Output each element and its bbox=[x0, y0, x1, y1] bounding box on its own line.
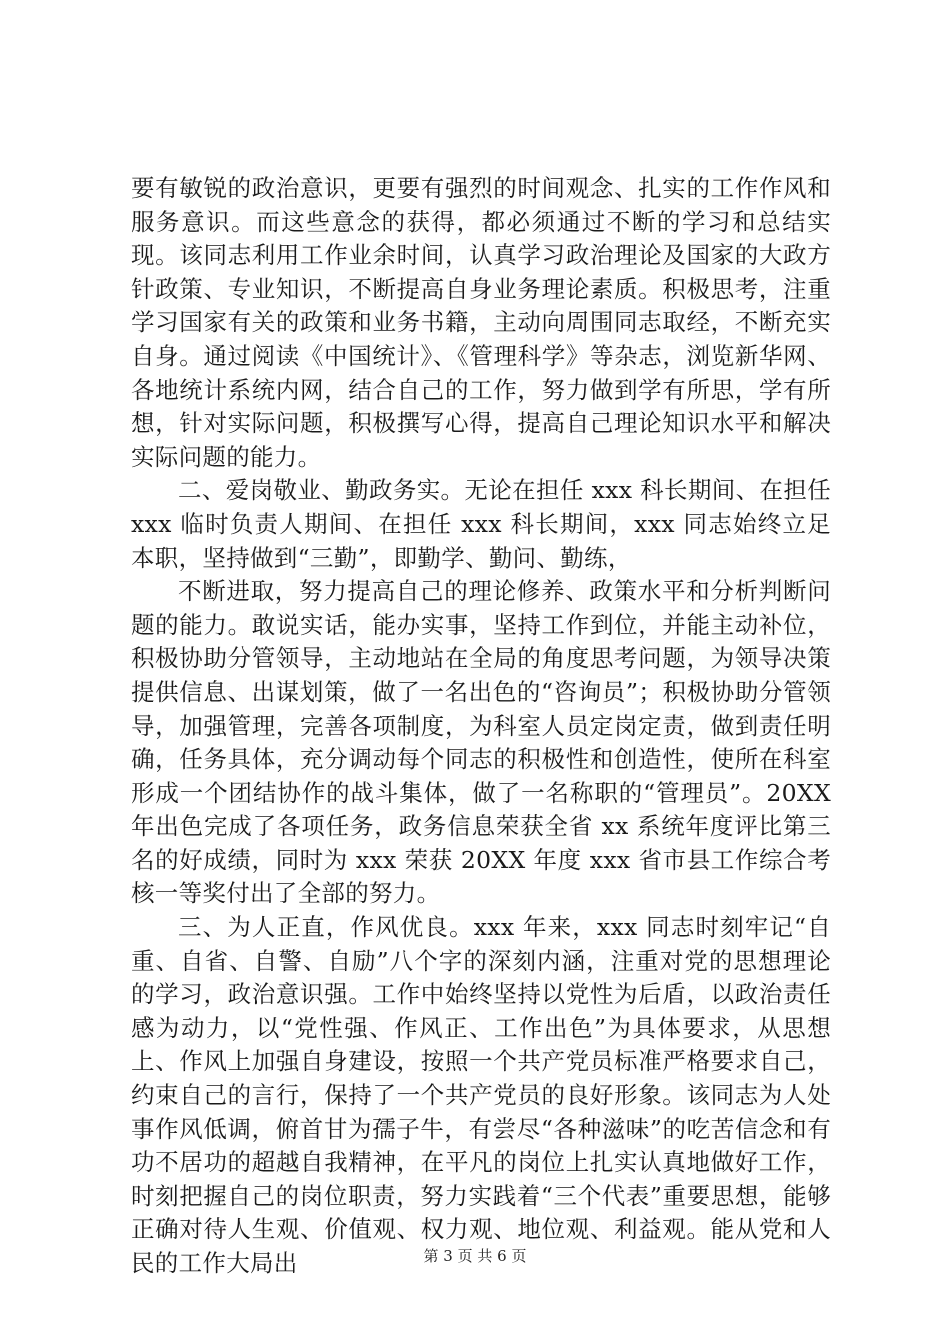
paragraph-2: 二、爱岗敬业、勤政务实。无论在担任 xxx 科长期间、在担任 xxx 临时负责人期间、在担任 xxx 科长期间，xxx 同志始终立足本职，坚持做到“三勤”，即勤学、勤问、勤练， bbox=[131, 476, 831, 572]
paragraph-1: 要有敏锐的政治意识，更要有强烈的时间观念、扎实的工作作风和服务意识。而这些意念的获得，都必须通过不断的学习和总结实现。该同志利用工作业余时间，认真学习政治理论及国家的大政方针政策、专业知识，不断提高自身业务理论素质。积极思考，注重学习国家有关的政策和业务书籍，主动向周围同志取经，不断充实自身。通过阅读《中国统计》、《管理科学》等杂志，浏览新华网、各地统计系统内网，结合自己的工作，努力做到学有所思，学有所想，针对实际问题，积极撰写心得，提高自己理论知识水平和解决实际问题的能力。 bbox=[131, 174, 831, 471]
paragraph-4: 三、为人正直，作风优良。xxx 年来，xxx 同志时刻牢记“自重、自省、自警、自励”八个字的深刻内涵，注重对党的思想理论的学习，政治意识强。工作中始终坚持以党性为后盾，以政治责任感为动力，以“党性强、作风正、工作出色”为具体要求，从思想上、作风上加强自身建设，按照一个共产党员标准严格要求自己，约束自己的言行，保持了一个共产党员的良好形象。该同志为人处事作风低调，俯首甘为孺子牛，有尝尽“各种滋味”的吃苦信念和有功不居功的超越自我精神，在平凡的岗位上扎实认真地做好工作，时刻把握自己的岗位职责，努力实践着“三个代表”重要思想，能够正确对待人生观、价值观、权力观、地位观、利益观。能从党和人民的工作大局出 bbox=[131, 913, 831, 1277]
document-body bbox=[131, 172, 831, 1281]
paragraph-3: 不断进取，努力提高自己的理论修养、政策水平和分析判断问题的能力。敢说实话，能办实事，坚持工作到位，并能主动补位，积极协助分管领导，主动地站在全局的角度思考问题，为领导决策提供信息、出谋划策，做了一名出色的“咨询员”；积极协助分管领导，加强管理，完善各项制度，为科室人员定岗定责，做到责任明确，任务具体，充分调动每个同志的积极性和创造性，使所在科室形成一个团结协作的战斗集体，做了一名称职的“管理员”。20XX 年出色完成了各项任务，政务信息荣获全省 xx 系统年度评比第三名的好成绩，同时为 xxx 荣获 20XX 年度 xxx 省市县工作综合考核一等奖付出了全部的努力。 bbox=[131, 577, 831, 908]
page-number-footer: 第 3 页 共 6 页 bbox=[423, 1247, 527, 1265]
